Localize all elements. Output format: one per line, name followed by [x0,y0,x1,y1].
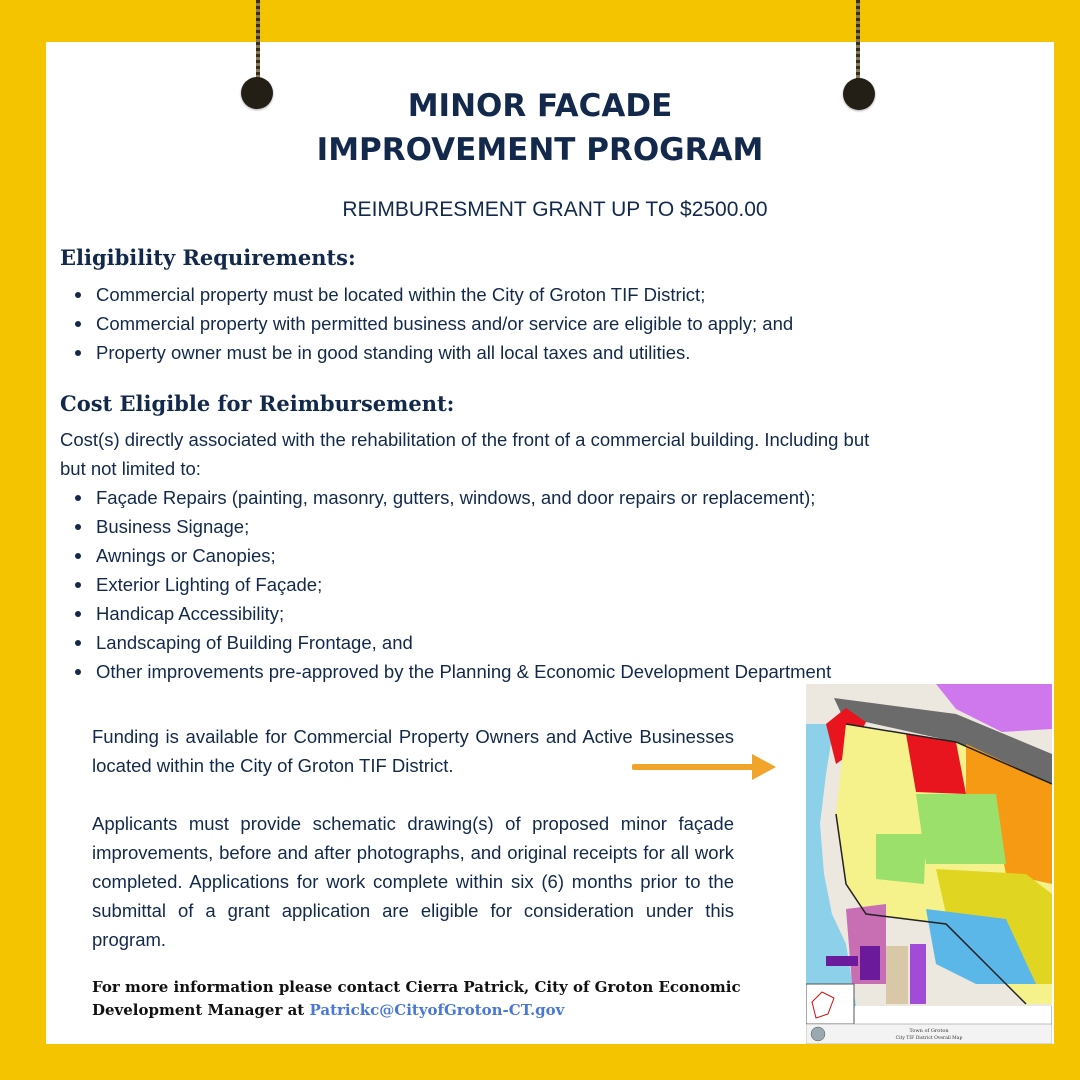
eligibility-item: Property owner must be in good standing with all local taxes and utilities. [62,338,793,367]
cost-intro-line2: but not limited to: [60,458,201,479]
contact-info [92,976,752,1022]
cost-item: Business Signage; [62,512,831,541]
cost-item: Exterior Lighting of Façade; [62,570,831,599]
funding-paragraph: Funding is available for Commercial Property Owners and Active Businesses located within the City of Groton TIF District. [92,726,734,776]
cost-item: Handicap Accessibility; [62,599,831,628]
cost-item: Awnings or Canopies; [62,541,831,570]
page-title-line2: IMPROVEMENT PROGRAM [316,132,764,168]
map-caption-title: Town of Groton [909,1028,949,1034]
page-title-line1: MINOR FACADE [407,88,673,124]
cost-list [62,483,831,686]
right-arrow-icon [632,752,780,782]
cost-item: Façade Repairs (painting, masonry, gutters, windows, and door repairs or replacement); [62,483,831,512]
hanging-string-right [856,0,860,82]
contact-email-link[interactable]: Patrickc@CityofGroton-CT.gov [309,1001,565,1019]
tif-district-map [806,684,1052,1044]
cost-intro-line1: Cost(s) directly associated with the rehabilitation of the front of a commercial building. Including but [60,429,870,450]
eligibility-list [62,280,793,367]
eligibility-heading: Eligibility Requirements: [60,245,356,270]
applicants-paragraph: Applicants must provide schematic drawing(s) of proposed minor façade improvements, before and after photographs, and original receipts for all work completed. Applications for work complete within six (6) months prior to the submittal of a grant application are eligible for consideration under this program. [92,813,734,950]
hanging-string-left [256,0,260,80]
grant-subtitle: REIMBURESMENT GRANT UP TO $2500.00 [342,198,768,221]
map-caption-subtitle: City TIF District Overall Map [895,1036,963,1041]
cost-item: Other improvements pre-approved by the Planning & Economic Development Department [62,657,831,686]
eligibility-item: Commercial property must be located within the City of Groton TIF District; [62,280,793,309]
contact-text: For more information please contact Cierra Patrick, City of Groton Economic Development Manager at [92,978,741,1019]
eligibility-item: Commercial property with permitted business and/or service are eligible to apply; and [62,309,793,338]
cost-item: Landscaping of Building Frontage, and [62,628,831,657]
cost-heading: Cost Eligible for Reimbursement: [60,391,455,416]
